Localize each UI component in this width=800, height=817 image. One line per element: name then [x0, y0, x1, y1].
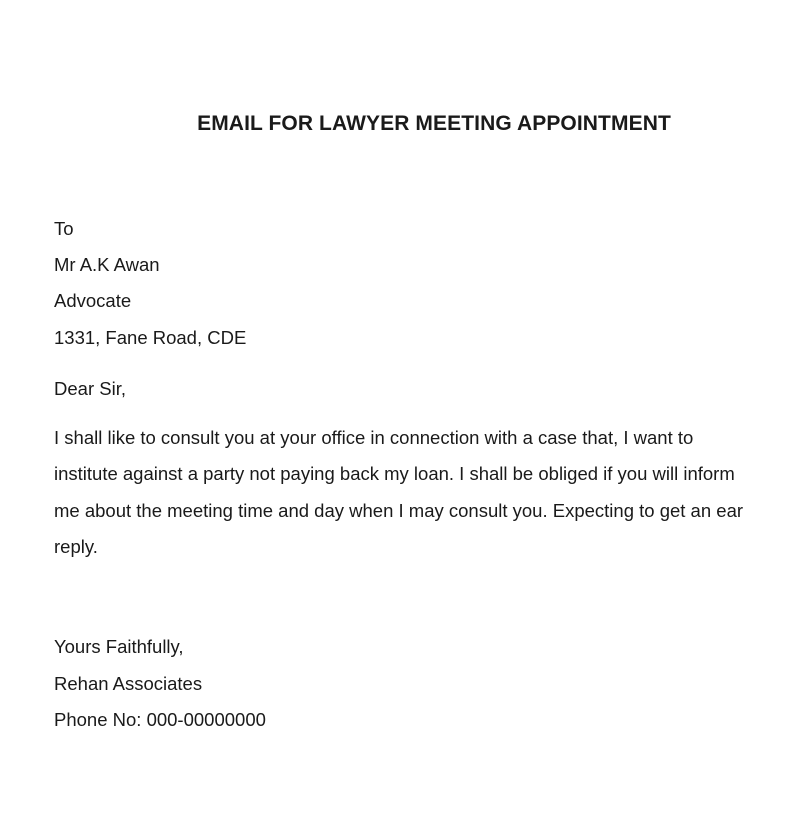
recipient-to-label: To: [54, 218, 74, 239]
recipient-name: Mr A.K Awan: [54, 254, 160, 275]
recipient-role: Advocate: [54, 290, 132, 311]
body-line: reply.: [54, 536, 98, 557]
body-line: I shall like to consult you at your office in connection with a case that, I want to: [54, 427, 694, 448]
sender-phone: Phone No: 000-00000000: [54, 709, 266, 730]
closing: Yours Faithfully,: [54, 636, 184, 657]
body-line: institute against a party not paying back my loan. I shall be obliged if you will inform: [54, 463, 735, 484]
recipient-address: 1331, Fane Road, CDE: [54, 327, 247, 348]
body-line: me about the meeting time and day when I may consult you. Expecting to get an ear: [54, 500, 744, 521]
sender-name: Rehan Associates: [54, 673, 203, 694]
salutation: Dear Sir,: [54, 378, 126, 399]
document-title: EMAIL FOR LAWYER MEETING APPOINTMENT: [197, 112, 671, 135]
